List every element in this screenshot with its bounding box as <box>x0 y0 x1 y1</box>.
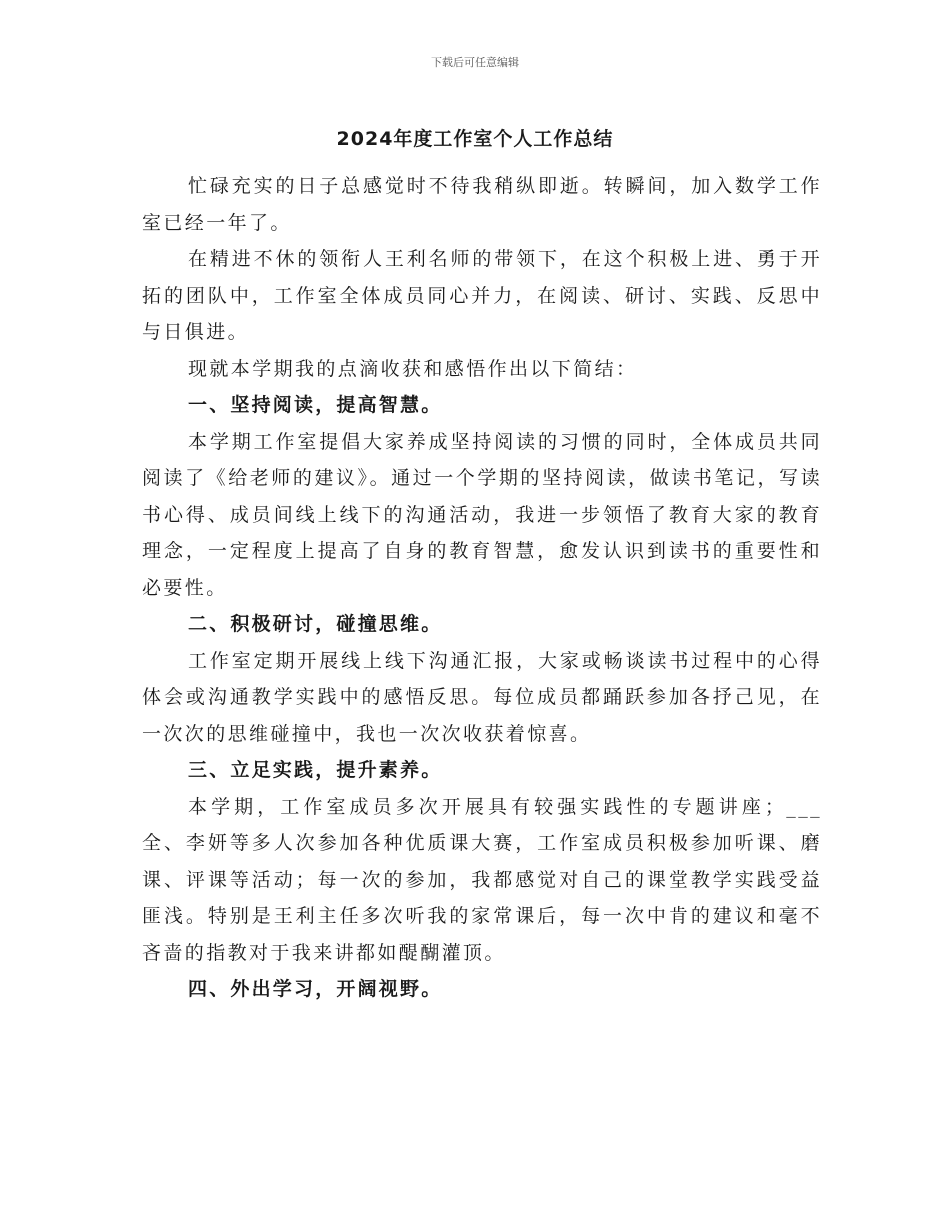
section-heading-practice: 三、立足实践，提升素养。 <box>188 759 443 781</box>
paragraph-intro: 忙碌充实的日子总感觉时不待我稍纵即逝。转瞬间，加入数学工作室已经一年了。 <box>142 175 822 234</box>
section-heading-reading: 一、坚持阅读，提高智慧。 <box>188 394 443 416</box>
document-body <box>142 168 822 1008</box>
paragraph-practice: 本学期，工作室成员多次开展具有较强实践性的专题讲座；___全、李妍等多人次参加各种优质课大赛，工作室成员积极参加听课、磨课、评课等活动；每一次的参加，我都感觉对自己的课堂教学实践受益匪浅。特别是王利主任多次听我的家常课后，每一次中肯的建议和毫不吝啬的指教对于我来讲都如醍醐灌顶。 <box>142 795 822 964</box>
paragraph-summary-lead: 现就本学期我的点滴收获和感悟作出以下简结： <box>188 357 638 380</box>
paragraph-reading: 本学期工作室提倡大家养成坚持阅读的习惯的同时，全体成员共同阅读了《给老师的建议》。通过一个学期的坚持阅读，做读书笔记，写读书心得、成员间线上线下的沟通活动，我进一步领悟了教育大家的教育理念，一定程度上提高了自身的教育智慧，愈发认识到读书的重要性和必要性。 <box>142 430 822 599</box>
section-heading-discussion: 二、积极研讨，碰撞思维。 <box>188 613 443 635</box>
header-note: 下载后可任意编辑 <box>431 56 519 69</box>
document-title: 2024年度工作室个人工作总结 <box>336 128 614 150</box>
section-heading-study-trip: 四、外出学习，开阔视野。 <box>188 978 443 1000</box>
paragraph-discussion: 工作室定期开展线上线下沟通汇报，大家或畅谈读书过程中的心得体会或沟通教学实践中的感悟反思。每位成员都踊跃参加各抒己见，在一次次的思维碰撞中，我也一次次收获着惊喜。 <box>142 649 822 745</box>
paragraph-team: 在精进不休的领衔人王利名师的带领下，在这个积极上进、勇于开拓的团队中，工作室全体成员同心并力，在阅读、研讨、实践、反思中与日俱进。 <box>142 248 822 343</box>
